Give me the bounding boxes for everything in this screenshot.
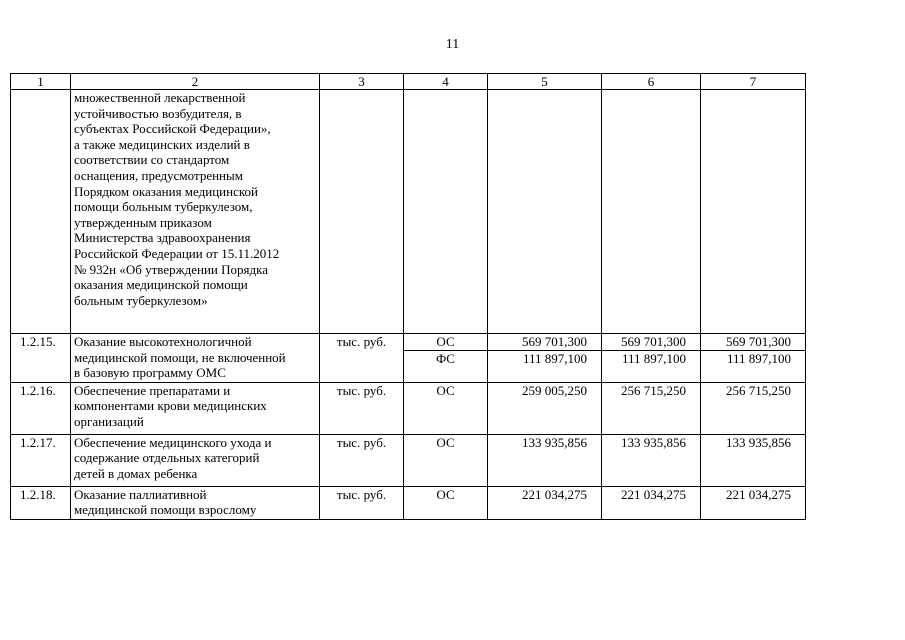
value-cell-5: 569 701,300 bbox=[488, 334, 602, 351]
unit-cell: тыс. руб. bbox=[320, 382, 404, 434]
source-cell bbox=[404, 90, 488, 334]
header-cell-4: 4 bbox=[404, 74, 488, 90]
header-cell-5: 5 bbox=[488, 74, 602, 90]
description-line: организаций bbox=[74, 413, 144, 429]
page-number: 11 bbox=[445, 37, 460, 52]
unit-cell: тыс. руб. bbox=[320, 486, 404, 519]
source-cell: ОС bbox=[404, 486, 488, 519]
description-line: субъектах Российской Федерации», bbox=[74, 121, 271, 137]
header-row bbox=[11, 74, 806, 90]
header-cell-7: 7 bbox=[701, 74, 806, 90]
value-cell-6 bbox=[602, 90, 701, 334]
description-line: в базовую программу ОМС bbox=[74, 365, 226, 381]
description-line: множественной лекарственной bbox=[74, 90, 246, 105]
value-cell-6: 221 034,275 bbox=[602, 486, 701, 519]
description-line: Оказание паллиативной bbox=[74, 486, 207, 502]
description-line: устойчивостью возбудителя, в bbox=[74, 105, 242, 121]
unit-cell: тыс. руб. bbox=[320, 434, 404, 486]
description-line: а также медицинских изделий в bbox=[74, 136, 250, 152]
description-cell bbox=[71, 434, 320, 486]
description-cell bbox=[71, 382, 320, 434]
row-number-cell bbox=[11, 90, 71, 334]
description-line: медицинской помощи, не включенной bbox=[74, 349, 286, 365]
value-cell-6: 569 701,300 bbox=[602, 334, 701, 351]
value-cell-7: 256 715,250 bbox=[701, 382, 806, 434]
description-cell bbox=[71, 334, 320, 383]
description-line: Порядком оказания медицинской bbox=[74, 183, 258, 199]
description-line: содержание отдельных категорий bbox=[74, 450, 260, 466]
description-line: Оказание высокотехнологичной bbox=[74, 334, 252, 349]
value-cell-5: 133 935,856 bbox=[488, 434, 602, 486]
table-row-1-2-17 bbox=[11, 434, 806, 486]
value-cell-7: 221 034,275 bbox=[701, 486, 806, 519]
source-cell: ФС bbox=[404, 350, 488, 382]
description-cell bbox=[71, 486, 320, 519]
description-cell bbox=[71, 90, 320, 334]
table-row-1-2-15 bbox=[11, 334, 806, 351]
value-cell-6: 256 715,250 bbox=[602, 382, 701, 434]
description-line: соответствии со стандартом bbox=[74, 152, 230, 168]
value-cell-7: 111 897,100 bbox=[701, 350, 806, 382]
description-line: помощи больным туберкулезом, bbox=[74, 199, 253, 215]
description-line: медицинской помощи взрослому bbox=[74, 502, 257, 518]
value-cell-5: 259 005,250 bbox=[488, 382, 602, 434]
description-line: Российской Федерации от 15.11.2012 bbox=[74, 245, 280, 261]
description-line: Обеспечение медицинского ухода и bbox=[74, 434, 272, 450]
table-row-1-2-16 bbox=[11, 382, 806, 434]
description-line: компонентами крови медицинских bbox=[74, 398, 267, 414]
value-cell-5 bbox=[488, 90, 602, 334]
row-number-cell: 1.2.17. bbox=[11, 434, 71, 486]
table-row-1-2-18 bbox=[11, 486, 806, 519]
header-cell-3: 3 bbox=[320, 74, 404, 90]
description-line: оснащения, предусмотренным bbox=[74, 167, 243, 183]
unit-cell bbox=[320, 90, 404, 334]
description-line: оказания медицинской помощи bbox=[74, 277, 248, 293]
budget-table bbox=[10, 73, 806, 520]
header-cell-2: 2 bbox=[71, 74, 320, 90]
unit-cell: тыс. руб. bbox=[320, 334, 404, 383]
value-cell-7 bbox=[701, 90, 806, 334]
source-cell: ОС bbox=[404, 382, 488, 434]
description-line: Обеспечение препаратами и bbox=[74, 382, 231, 398]
value-cell-6: 111 897,100 bbox=[602, 350, 701, 382]
value-cell-7: 133 935,856 bbox=[701, 434, 806, 486]
value-cell-5: 221 034,275 bbox=[488, 486, 602, 519]
source-cell: ОС bbox=[404, 334, 488, 351]
header-cell-1: 1 bbox=[11, 74, 71, 90]
description-line: детей в домах ребенка bbox=[74, 465, 198, 481]
row-number-cell: 1.2.15. bbox=[11, 334, 71, 383]
value-cell-5: 111 897,100 bbox=[488, 350, 602, 382]
description-line: № 932н «Об утверждении Порядка bbox=[74, 261, 268, 277]
value-cell-7: 569 701,300 bbox=[701, 334, 806, 351]
table-row-continuation bbox=[11, 90, 806, 334]
description-line: утвержденным приказом bbox=[74, 214, 212, 230]
description-line: Министерства здравоохранения bbox=[74, 230, 251, 246]
source-cell: ОС bbox=[404, 434, 488, 486]
value-cell-6: 133 935,856 bbox=[602, 434, 701, 486]
header-cell-6: 6 bbox=[602, 74, 701, 90]
description-line: больным туберкулезом» bbox=[74, 292, 208, 308]
row-number-cell: 1.2.16. bbox=[11, 382, 71, 434]
row-number-cell: 1.2.18. bbox=[11, 486, 71, 519]
